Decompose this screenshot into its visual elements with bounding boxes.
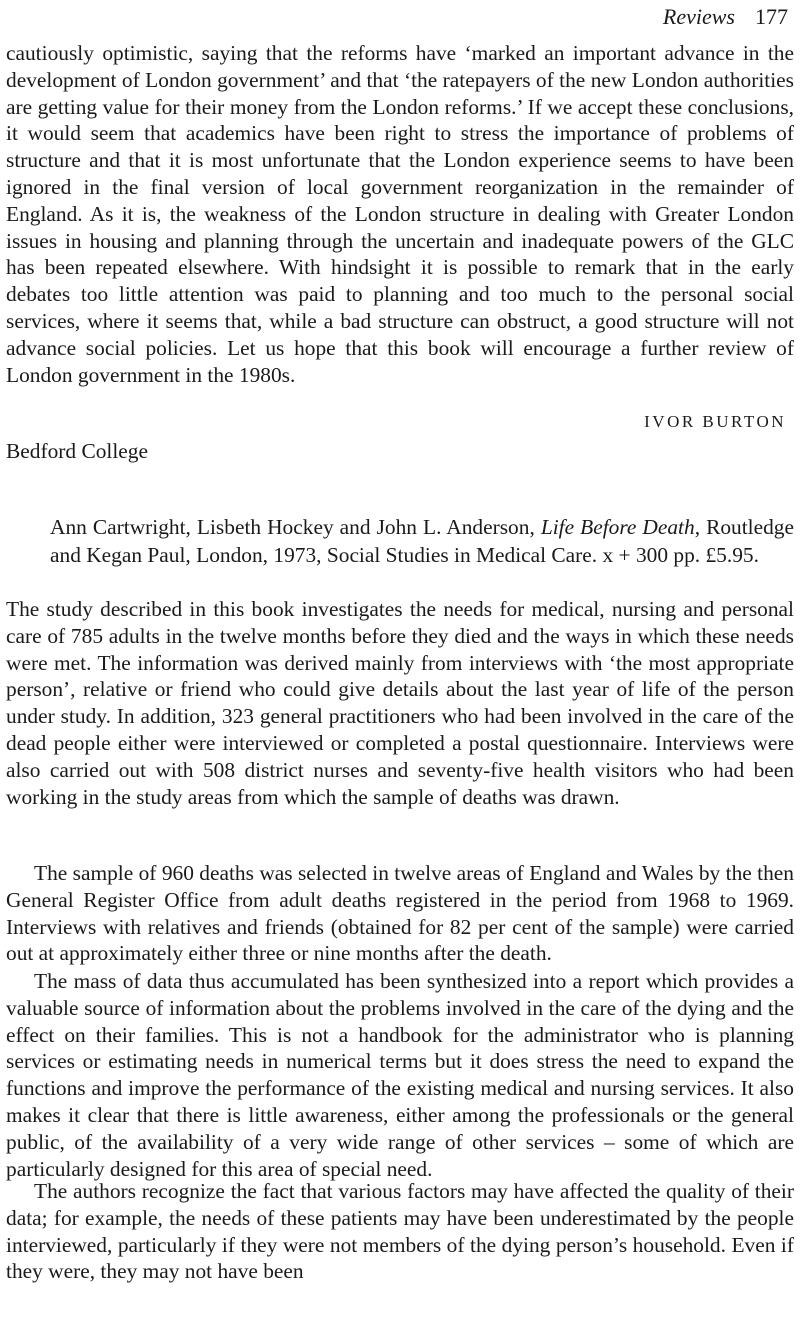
review-paragraph: The authors recognize the fact that various factors may have affected the quality of their data; for example, the needs of these patients may have been underestimated by the people interviewed, particularly if they were not members of the dying person’s household. Even if they were, they may not have been	[6, 1179, 794, 1284]
book-citation	[50, 514, 794, 569]
review-paragraph: The study described in this book investigates the needs for medical, nursing and personal care of 785 adults in the twelve months before they died and the ways in which these needs were met. The information was derived mainly from interviews with ‘the most appropriate person’, relative or friend who could give details about the last year of life of the person under study. In addition, 323 general practitioners who had been involved in the care of the dead people either were interviewed or completed a postal questionnaire. Interviews were also carried out with 508 district nurses and seventy-five health visitors who had been working in the study areas from which the sample of deaths was drawn.	[6, 597, 794, 809]
page-header	[663, 0, 788, 34]
book-title: Life Before Death	[540, 515, 695, 539]
citation-authors: Ann Cartwright, Lisbeth Hockey and John L. Anderson,	[50, 515, 535, 539]
review-paragraph: cautiously optimistic, saying that the reforms have ‘marked an important advance in the development of London government’ and that ‘the ratepayers of the new London authorities are getting value for their money from the London reforms.’ If we accept these conclusions, it would seem that academics have been right to stress the importance of problems of structure and that it is most unfortunate that the London experience seems to have been ignored in the final version of local government reorganization in the remainder of England. As it is, the weakness of the London structure in dealing with Greater London issues in housing and planning through the uncertain and inadequate powers of the GLC has been repeated elsewhere. With hindsight it is possible to remark that in the early debates too little attention was paid to planning and too much to the personal social services, where it seems that, while a bad structure can obstruct, a good structure will not advance social policies. Let us hope that this book will encourage a further review of London government in the 1980s.	[6, 41, 794, 387]
reviewer-affiliation: Bedford College	[6, 439, 148, 463]
page-number: 177	[755, 4, 788, 29]
review-paragraph: The sample of 960 deaths was selected in twelve areas of England and Wales by the then General Register Office from adult deaths registered in the period from 1968 to 1969. Interviews with relatives and friends (obtained for 82 per cent of the sample) were carried out at approximately either three or nine months after the death.	[6, 861, 794, 966]
reviewer-name: IVOR BURTON	[644, 412, 786, 431]
running-head: Reviews	[662, 4, 735, 29]
review-paragraph: The mass of data thus accumulated has been synthesized into a report which provides a valuable source of information about the problems involved in the care of the dying and the effect on their families. This is not a handbook for the administrator who is planning services or estimating needs in numerical terms but it does stress the need to expand the functions and improve the performance of the existing medical and nursing services. It also makes it clear that there is little awareness, either among the professionals or the general public, of the availability of a very wide range of other services – some of which are particularly designed for this area of special need.	[6, 969, 794, 1181]
citation-details: , Routledge and Kegan Paul, London, 1973, Social Studies in Medical Care. x + 300 pp. £5.95.	[50, 515, 794, 567]
